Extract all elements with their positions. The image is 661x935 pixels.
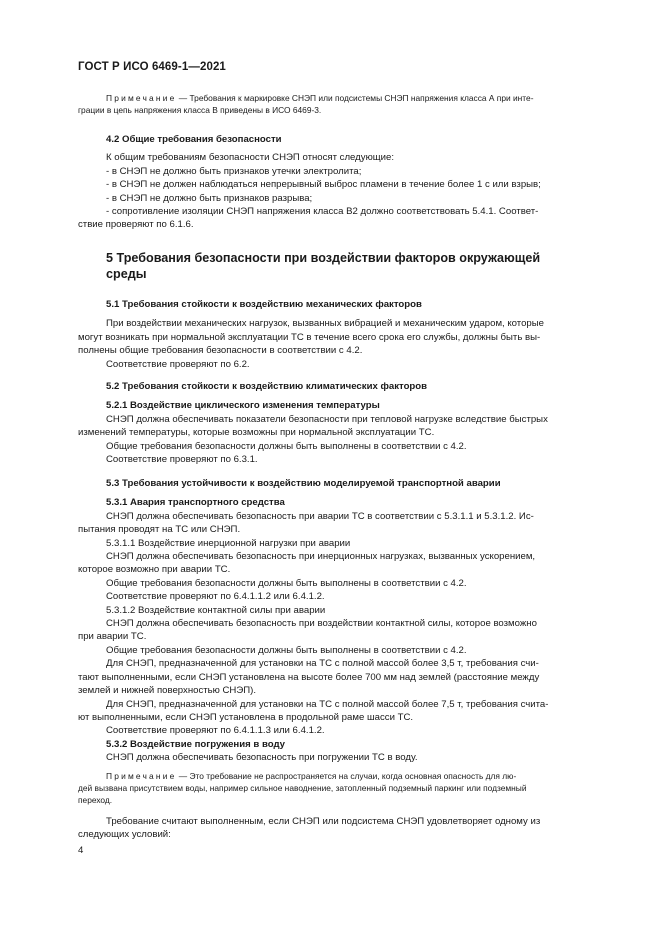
final-paragraph: Требование считают выполненным, если СНЭП или подсистема СНЭП удовлетворяет одному из следующих условий: [78,816,541,841]
list-item: - в СНЭП не должен наблюдаться непрерывный выброс пламени в течение более 1 с или взрыв; [106,179,541,191]
section-5-2-1-title: 5.2.1 Воздействие циклического изменения температуры [106,400,380,412]
section-5-2: 5.2 Требования стойкости к воздействию климатических факторов 5.2.1 Воздействие циклического изменения температуры СНЭП должна обеспечивать показатели безопасности при тепловой нагрузке вследствие быстрых изменений температуры, которые возможны при нормальной эксплуатации ТС. Общие требования безопасности должны быть выполнены в соответствии с 4.2. Соответствие проверяют по 6.3.1. [78,380,613,466]
section-5-1-title: 5.1 Требования стойкости к воздействию механических факторов [106,299,422,310]
list-item: - в СНЭП не должно быть признаков разрыва; [106,192,313,204]
section-5-3-2-title: 5.3.2 Воздействие погружения в воду [106,738,286,750]
page-number: 4 [78,845,84,856]
section-5-3-1-1-title: 5.3.1.1 Воздействие инерционной нагрузки при аварии [106,537,351,549]
section-5-1: 5.1 Требования стойкости к воздействию механических факторов При воздействии механических нагрузок, вызванных вибрацией и механическим ударом, которые могут возникать при нормальной эксплуатации ТС в течение всего срока его службы, должны быть вы- полнены общие требования безопасности в соответствии с 4.2. Соответствие проверяют по 6.2. [78,298,613,371]
page-header: ГОСТ Р ИСО 6469-1—2021 [78,61,226,73]
note-1: Примечание — Требования к маркировке СНЭП или подсистемы СНЭП напряжения класса А при инте- грации в цепь напряжения класса В приведены в ИСО 6469-3. [78,93,534,116]
section-5-3-1-2-title: 5.3.1.2 Воздействие контактной силы при аварии [106,604,326,616]
section-5-2-title: 5.2 Требования стойкости к воздействию климатических факторов [106,381,428,392]
list-item: - в СНЭП не должно быть признаков утечки электролита; [106,165,362,177]
section-5-3-1-title: 5.3.1 Авария транспортного средства [106,497,285,509]
section-5-3-title: 5.3 Требования устойчивости к воздействию моделируемой транспортной аварии [106,478,501,489]
note-2: Примечание — Это требование не распространяется на случаи, когда основная опасность для лю- дей вызвана присутствием воды, например сильное наводнение, затопленный подземный паркинг или подземный переход. [78,771,527,806]
list-item: - сопротивление изоляции СНЭП напряжения класса В2 должно соответствовать 5.4.1. Соответ- [106,206,539,218]
section-5-title: 5 Требования безопасности при воздействии факторов окружающей среды [106,251,541,281]
section-4-2: 4.2 Общие требования безопасности К общим требованиям безопасности СНЭП относят следующие: - в СНЭП не должно быть признаков утечки электролита; - в СНЭП не должен наблюдаться непрерывный выброс пламени в течение более 1 с или взрыв; - в СНЭП не должно быть признаков разрыва; - сопротивление изоляции СНЭП напряжения класса В2 должно соответствовать 5.4.1. Соответ- ствие проверяют по 6.1.6. [78,133,613,232]
section-4-2-title: 4.2 Общие требования безопасности [106,134,282,145]
note-2-label: Примечание [106,771,177,781]
section-5-3: 5.3 Требования устойчивости к воздействию моделируемой транспортной аварии 5.3.1 Авария транспортного средства СНЭП должна обеспечивать безопасность при аварии ТС в соответствии с 5.3.1.1 и 5.3.1.2. Ис- пытания проводят на ТС или СНЭП. 5.3.1.1 Воздействие инерционной нагрузки при аварии СНЭП должна обеспечивать безопасность при инерционных нагрузках, вызванных ускорением, которое возможно при аварии ТС. Общие требования безопасности должны быть выполнены в соответствии с 4.2. Соответствие проверяют по 6.4.1.1.2 или 6.4.1.2. 5.3.1.2 Воздействие контактной силы при аварии СНЭП должна обеспечивать безопасность при воздействии контактной силы, которое возможно при аварии ТС. Общие требования безопасности должны быть выполнены в соответствии с 4.2. Для СНЭП, предназначенной для установки на ТС с полной массой более 3,5 т, требования счи- тают выполненными, если СНЭП установлена на высоте более 700 мм над землей (расстояние между землей и нижней поверхностью СНЭП). Для СНЭП, предназначенной для установки на ТС с полной массой более 7,5 т, требования счита- ют выполненными, если СНЭП установлена в продольной раме шасси ТС. Соответствие проверяют по 6.4.1.1.3 или 6.4.1.2. 5.3.2 Воздействие погружения в воду СНЭП должна обеспечивать безопасность при погружении ТС в воду. [78,477,613,765]
note-1-label: Примечание [106,93,177,103]
